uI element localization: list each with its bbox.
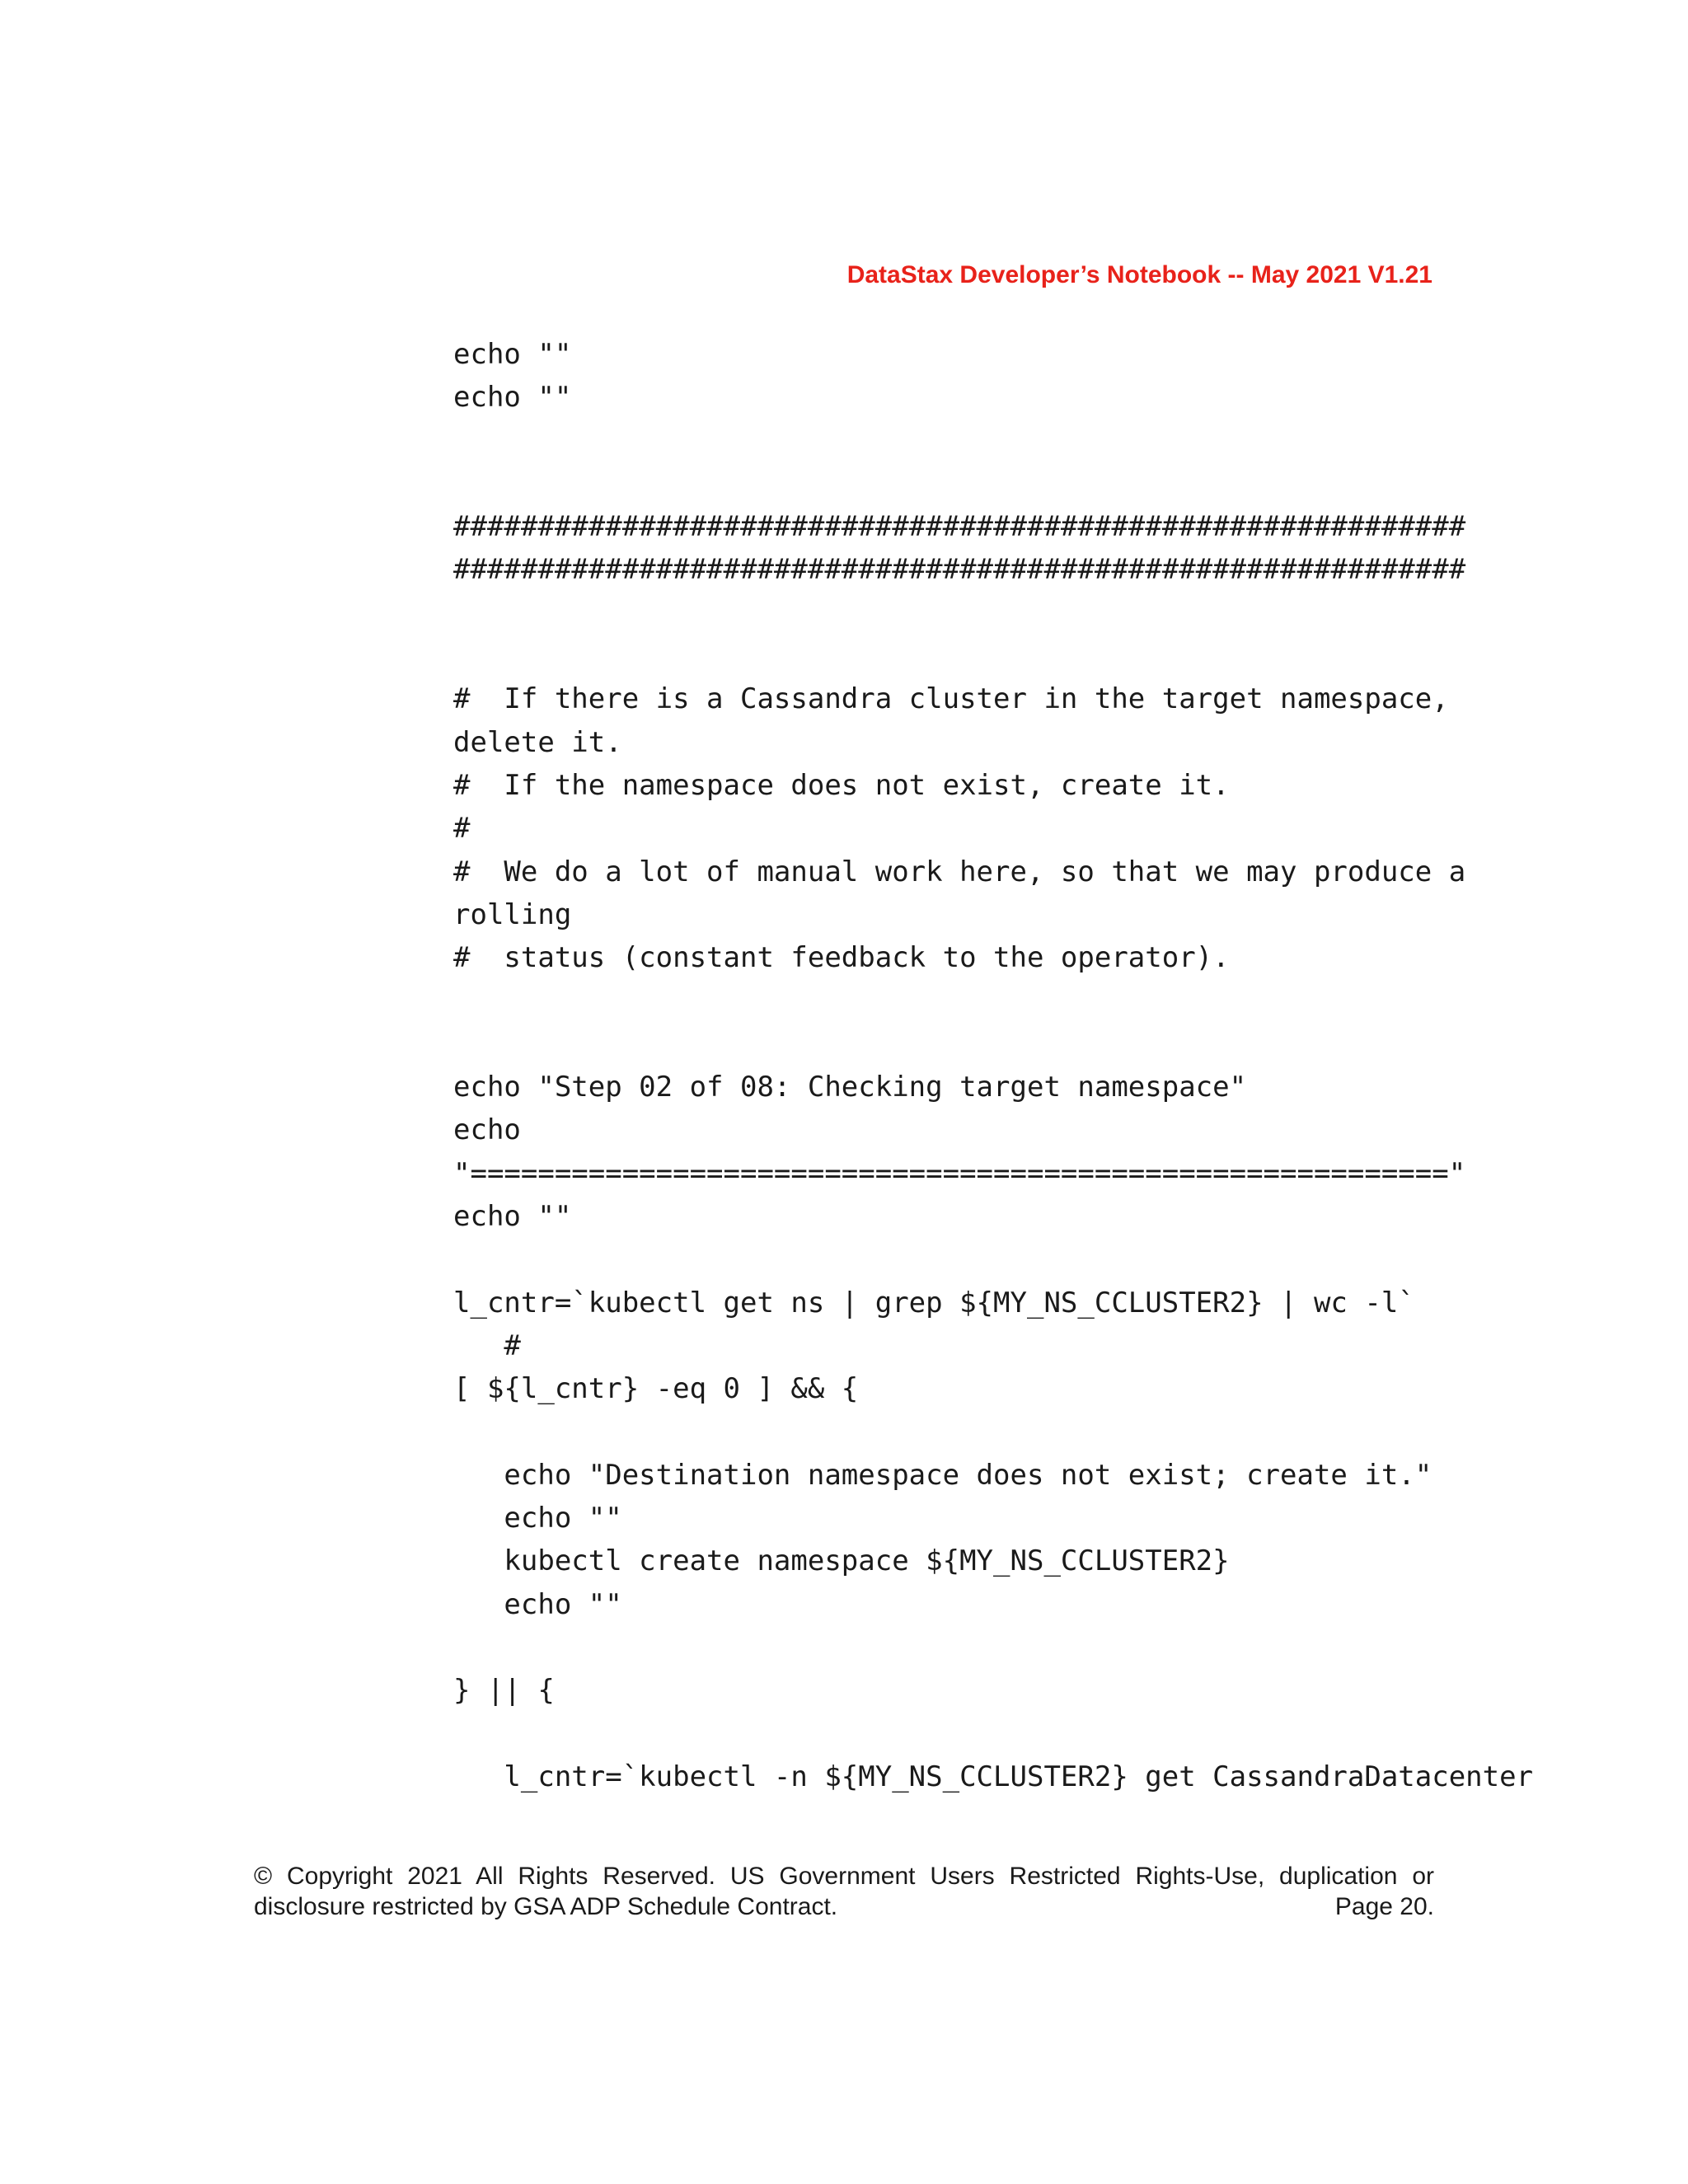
code-line: kubectl create namespace ${MY_NS_CCLUSTER2} [453, 1544, 1230, 1578]
disclosure-notice: disclosure restricted by GSA ADP Schedule Contract. [254, 1893, 838, 1920]
code-line [453, 1023, 1533, 1066]
code-line: "==========================================================" [453, 1156, 1466, 1190]
code-line: echo "" [453, 1587, 622, 1621]
page-header-title: DataStax Developer’s Notebook -- May 2021 V1.21 [846, 261, 1432, 288]
code-line: } || { [453, 1674, 555, 1708]
code-line [453, 592, 1533, 635]
code-line: rolling [453, 898, 572, 931]
code-line [453, 1713, 1533, 1755]
code-line: ############################################################ [453, 553, 1466, 587]
code-line [453, 1626, 1533, 1669]
code-line: echo [453, 1113, 521, 1147]
code-line [453, 1410, 1533, 1453]
copyright-notice: © Copyright 2021 All Rights Reserved. US Government Users Restricted Rights-Use, duplication or [254, 1863, 1434, 1890]
code-line [453, 462, 1533, 505]
code-line: echo "" [453, 1502, 622, 1535]
code-line: [ ${l_cntr} -eq 0 ] && { [453, 1372, 859, 1406]
page-number: Page 20. [1334, 1893, 1434, 1920]
code-line [453, 1238, 1533, 1281]
code-line: # If the namespace does not exist, create it. [453, 768, 1230, 802]
code-line: l_cntr=`kubectl get ns | grep ${MY_NS_CCLUSTER2} | wc -l` [453, 1286, 1415, 1319]
code-line: # If there is a Cassandra cluster in the target namespace, [453, 682, 1449, 716]
code-line [453, 635, 1533, 677]
code-line: # We do a lot of manual work here, so that we may produce a [453, 855, 1466, 888]
footer-bottom-row [254, 1891, 1434, 1922]
code-line: ############################################################ [453, 510, 1466, 544]
code-line: delete it. [453, 725, 622, 759]
code-line: echo "Destination namespace does not exist; create it." [453, 1458, 1432, 1492]
code-line: l_cntr=`kubectl -n ${MY_NS_CCLUSTER2} get CassandraDatacenter [453, 1760, 1534, 1793]
page-footer [254, 1861, 1434, 1922]
code-line [453, 979, 1533, 1022]
code-line: echo "" [453, 338, 572, 371]
code-line [453, 419, 1533, 462]
code-line: # status (constant feedback to the operator). [453, 941, 1230, 975]
code-line: echo "" [453, 381, 572, 415]
code-line: echo "" [453, 1199, 572, 1233]
code-block [453, 333, 1533, 1798]
code-line: # [453, 1329, 521, 1362]
code-line: # [453, 812, 471, 846]
code-line: echo "Step 02 of 08: Checking target namespace" [453, 1071, 1247, 1104]
